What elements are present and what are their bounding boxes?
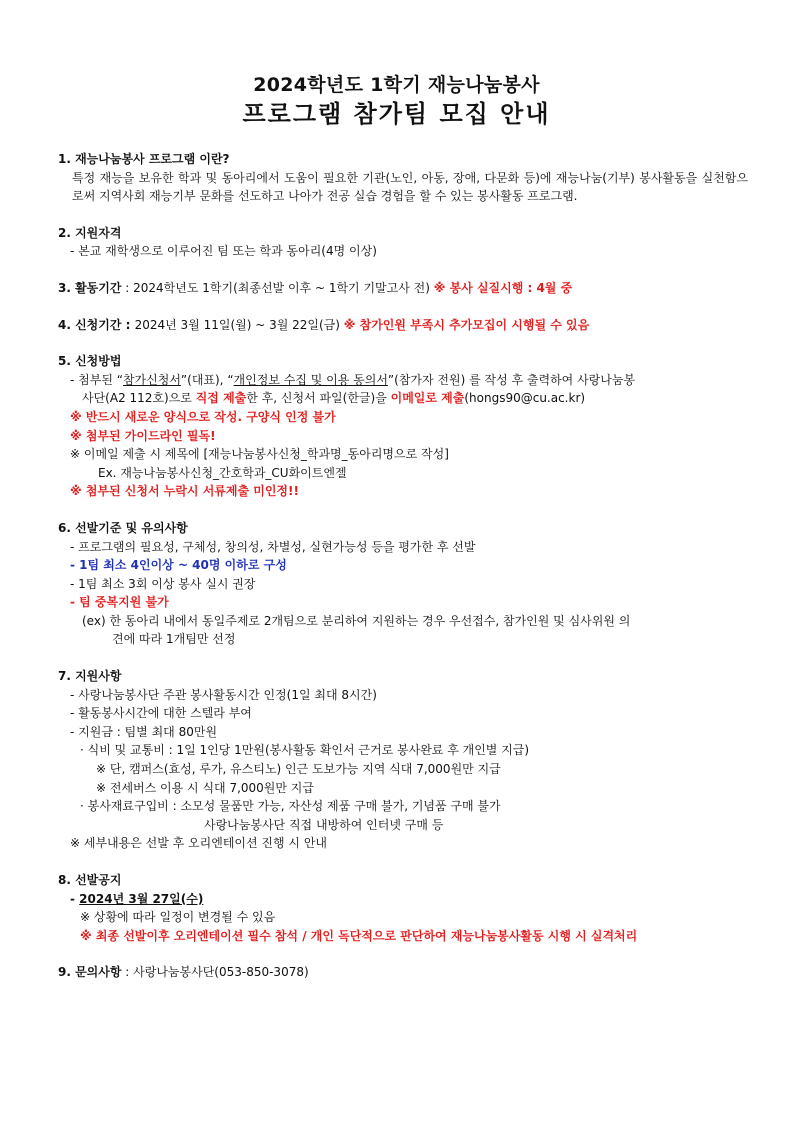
title-line-1: 2024학년도 1학기 재능나눔봉사 [253,74,540,96]
text-fragment: ”(참가자 전원) 를 작성 후 출력하여 사랑나눔봉 [387,372,636,387]
section-5 [58,352,748,501]
section-7-sub-2-cont: 사랑나눔봉사단 직접 내방하여 인터넷 구매 등 [204,817,444,832]
title-line-2: 프로그램 참가팀 모집 안내 [242,100,551,128]
section-6-item-4: - 팀 중복지원 불가 [70,595,169,610]
announcement-date: 2024년 3월 27일(수) [79,891,204,906]
section-3-text: 2024학년도 1학기(최종선발 이후 ~ 1학기 기말고사 전) [133,280,434,295]
section-4-text: 2024년 3월 11일(월) ~ 3월 22일(금) [134,317,344,332]
contact-email: (hongs90@cu.ac.kr) [464,391,586,406]
section-4-line [58,316,748,335]
section-9 [58,963,748,982]
privacy-consent-label: 개인정보 수집 및 이용 동의서 [233,372,388,387]
section-7-item-2: - 활동봉사시간에 대한 스텔라 부여 [70,706,252,721]
contact-info: : 사랑나눔봉사단(053-850-3078) [121,965,309,980]
text-fragment: 한 후, 신청서 파일(한글)을 [246,391,391,406]
section-7 [58,667,748,853]
section-6-example-2: 견에 따라 1개팀만 선정 [112,632,236,647]
section-7-sub-1-note-2: ※ 전세버스 이용 시 식대 7,000원만 지급 [96,780,314,795]
section-5-note-3: ※ 이메일 제출 시 제목에 [재능나눔봉사신청_학과명_동아리명으로 작성] [70,447,449,462]
section-6-item-1: - 프로그램의 필요성, 구체성, 창의성, 차별성, 실현가능성 등을 평가한 후 선발 [70,539,476,554]
document-body [58,150,748,1000]
section-2-item: - 본교 재학생으로 이루어진 팀 또는 학과 동아리(4명 이상) [70,244,377,259]
section-1 [58,150,748,206]
section-7-sub-1: · 식비 및 교통비 : 1일 1인당 1만원(봉사활동 확인서 근거로 봉사완료 후 개인별 지급) [80,743,530,758]
date-dash: - [70,891,80,906]
section-8 [58,871,748,945]
section-8-note-1: ※ 상황에 따라 일정이 변경될 수 있음 [80,910,276,925]
section-6-heading: 6. 선발기준 및 유의사항 [58,520,188,535]
section-7-sub-1-note-1: ※ 단, 캠퍼스(효성, 루가, 유스티노) 인근 도보가능 지역 식대 7,000원만 지급 [96,762,501,777]
section-4-red-note: ※ 참가인원 부족시 추가모집이 시행될 수 있음 [343,317,590,332]
section-7-sub-2: · 봉사재료구입비 : 소모성 물품만 가능, 자산성 제품 구매 불가, 기념품 구매 불가 [80,799,501,814]
document-title [0,72,793,130]
section-3-line [58,279,748,298]
section-2-heading: 2. 지원자격 [58,225,122,240]
section-5-example: Ex. 재능나눔봉사신청_간호학과_CU화이트엔젤 [98,465,347,480]
section-1-body: 특정 재능을 보유한 학과 및 동아리에서 도움이 필요한 기관(노인, 아동, 장애, 다문화 등)에 재능나눔(기부) 봉사활동을 실천함으로써 지역사회 재능기부 문화를 선도하고 나아가 전공 실습 경험을 할 수 있는 봉사활동 프로그램. [72,170,748,204]
section-2 [58,224,748,261]
email-submit-note: 이메일로 제출 [390,391,465,406]
section-7-item-3: - 지원금 : 팀별 최대 80만원 [70,724,218,739]
section-5-note-2: ※ 첨부된 가이드라인 필독! [70,428,216,443]
section-1-heading: 1. 재능나눔봉사 프로그램 이란? [58,152,230,166]
direct-submit-note: 직접 제출 [195,391,247,406]
text-fragment: 사단(A2 112호)으로 [82,391,196,406]
section-6-item-2: - 1팀 최소 4인이상 ~ 40명 이하로 구성 [70,558,287,573]
section-9-heading: 9. 문의사항 [58,965,122,980]
section-6 [58,519,748,649]
section-7-heading: 7. 지원사항 [58,669,122,684]
section-8-date-line [58,890,748,909]
section-6-item-3: - 1팀 최소 3회 이상 봉사 실시 권장 [70,576,256,591]
section-3-red-note: ※ 봉사 실질시행 : 4월 중 [433,280,573,295]
section-3 [58,279,748,298]
section-5-note-4: ※ 첨부된 신청서 누락시 서류제출 미인정!! [70,484,299,499]
text-fragment: - 첨부된 “ [70,372,123,387]
application-form-label: 참가신청서 [122,372,181,387]
section-9-line [58,963,748,982]
section-8-note-2: ※ 최종 선발이후 오리엔테이션 필수 참석 / 개인 독단적으로 판단하여 재능나눔봉사활동 시행 시 실격처리 [80,928,638,943]
section-6-example-1: (ex) 한 동아리 내에서 동일주제로 2개팀으로 분리하여 지원하는 경우 우선접수, 참가인원 및 심사위원 의 [82,613,631,628]
section-5-heading: 5. 신청방법 [58,354,122,369]
text-fragment: ”(대표), “ [180,372,234,387]
section-7-note: ※ 세부내용은 선발 후 오리엔테이션 진행 시 안내 [70,836,328,851]
section-5-line-2 [58,389,748,408]
section-7-item-1: - 사랑나눔봉사단 주관 봉사활동시간 인정(1일 최대 8시간) [70,687,377,702]
section-5-line-1 [58,371,748,390]
section-4 [58,316,748,335]
section-8-heading: 8. 선발공지 [58,873,122,887]
section-5-note-1: ※ 반드시 새로운 양식으로 작성. 구양식 인정 불가 [70,409,336,424]
section-4-heading: 4. 신청기간 : [58,317,135,332]
section-3-heading: 3. 활동기간 [58,280,122,295]
section-3-colon: : [121,280,134,295]
